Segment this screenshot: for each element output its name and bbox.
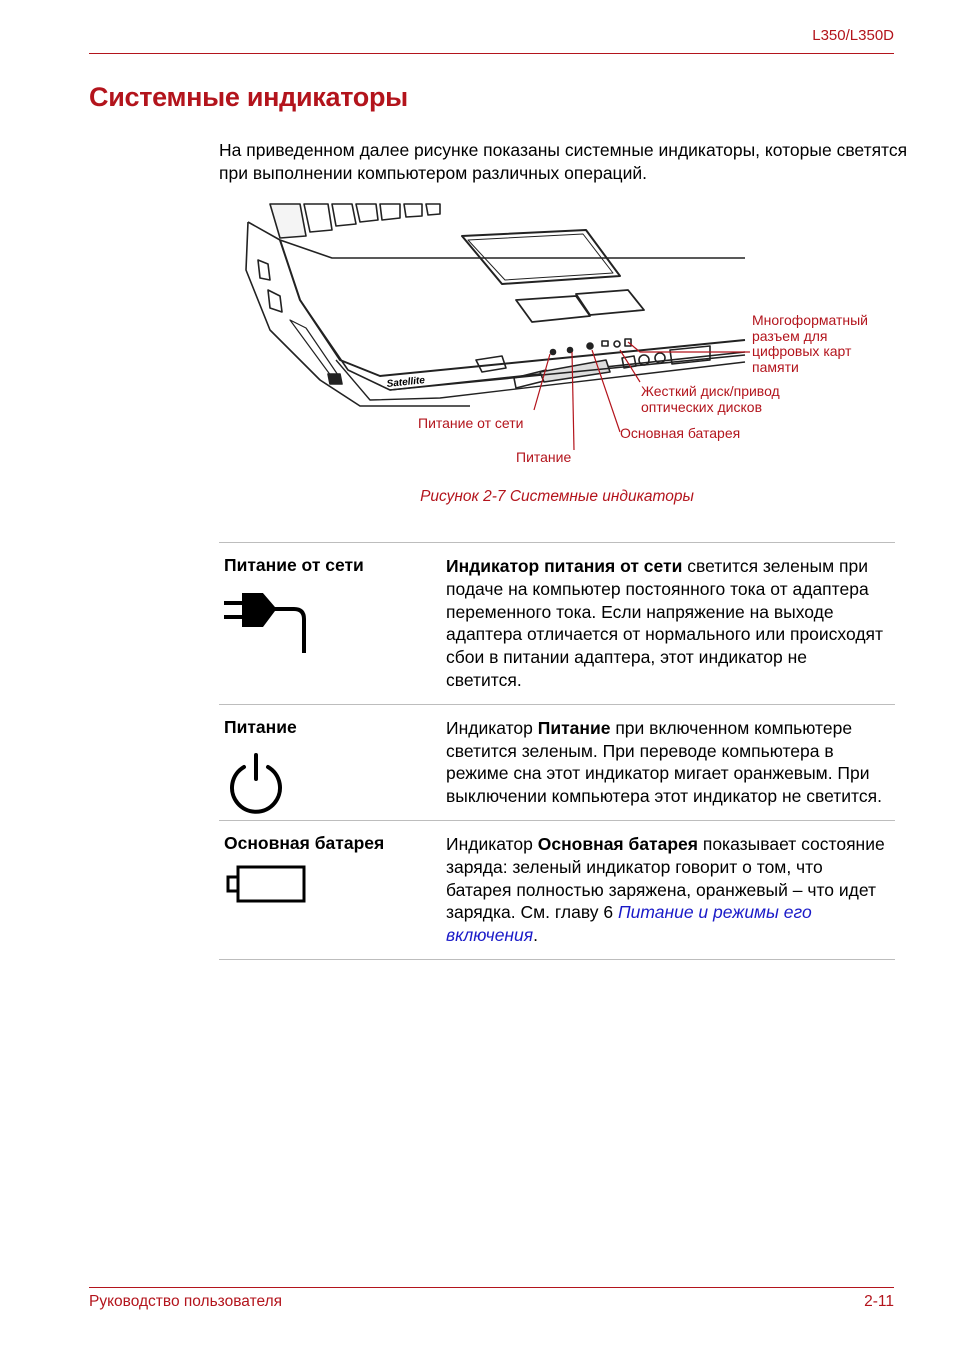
chapter-6-link[interactable]: Питание и режимы его включения — [446, 902, 812, 946]
row-label: Питание — [224, 716, 297, 737]
table-row — [219, 821, 895, 960]
battery-icon — [224, 863, 314, 914]
callout-dc-in: Питание от сети — [418, 415, 524, 431]
dc-in-plug-icon — [224, 587, 314, 662]
figure-caption: Рисунок 2-7 Системные индикаторы — [420, 488, 694, 505]
header-rule — [89, 53, 894, 54]
power-icon — [224, 749, 294, 824]
indicators-table — [219, 542, 895, 960]
row-label: Питание от сети — [224, 555, 364, 575]
row-label: Основная батарея — [224, 832, 385, 853]
table-row — [219, 543, 895, 705]
footer-rule — [89, 1287, 894, 1288]
page-number: 2-11 — [864, 1293, 894, 1310]
callout-multiformat: Многоформатный разъем для цифровых карт памяти — [752, 312, 868, 375]
intro-paragraph: На приведенном далее рисунке показаны системные индикаторы, которые светятся при выполнении компьютером различных операций. — [219, 140, 908, 183]
row-description: Индикатор Основная батарея показывает состояние заряда: зеленый индикатор говорит о том, что батарея полностью заряжена, оранжевый – что идет зарядка. См. главу 6 Питание и режимы его включения. — [446, 833, 885, 946]
callout-power: Питание — [516, 449, 572, 465]
row-description: Индикатор питания от сети светится зеленым при подаче на компьютер постоянного тока от адаптера переменного тока. Если напряжение на выходе адаптера отличается от нормального или происходят сбои в питании адаптера, этот индикатор не светится. — [446, 556, 884, 690]
callout-main-battery: Основная батарея — [620, 425, 741, 441]
header-model: L350/L350D — [812, 27, 894, 44]
page-title: Системные индикаторы — [89, 82, 408, 112]
footer-title: Руководство пользователя — [89, 1293, 283, 1310]
system-indicators-figure — [240, 200, 900, 480]
row-description: Индикатор Питание при включенном компьютере светится зеленым. При переводе компьютера в режиме сна этот индикатор мигает оранжевым. При выключении компьютера этот индикатор не светится. — [446, 717, 882, 807]
brand-logo: Satellite — [386, 375, 426, 390]
table-row — [219, 705, 895, 821]
callout-hdd: Жесткий диск/привод оптических дисков — [641, 383, 780, 415]
